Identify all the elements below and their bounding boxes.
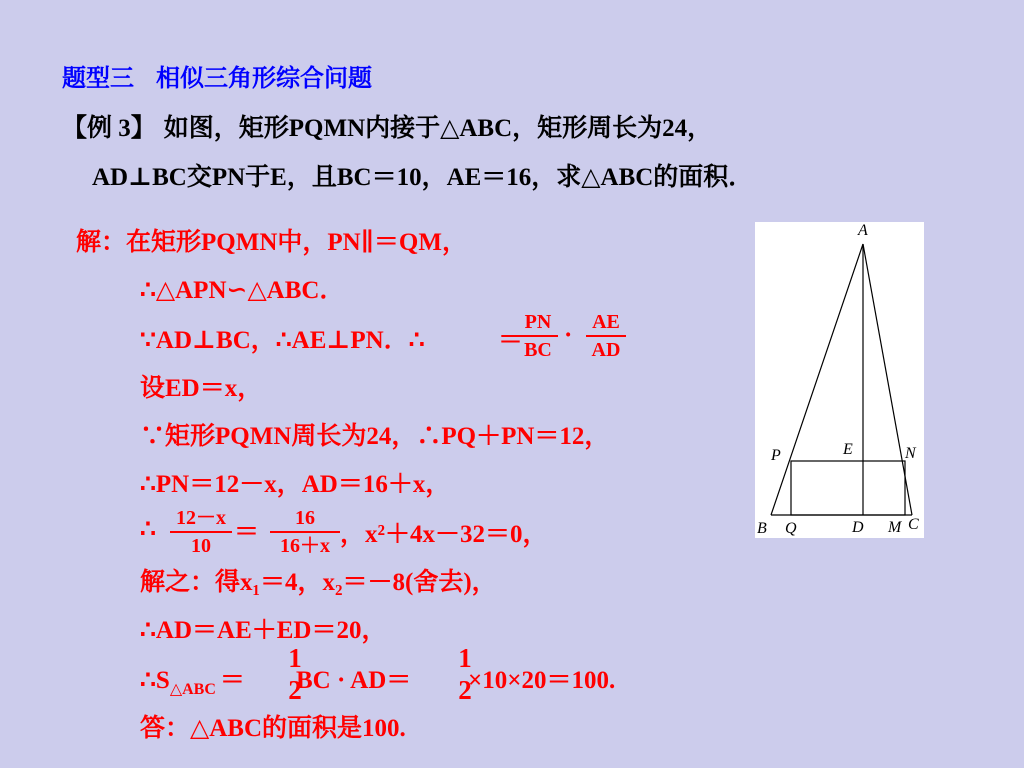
solution-line-10-result: ×10×20＝100. xyxy=(468,667,616,694)
section-title-part1: 题型三 xyxy=(62,64,134,92)
fraction-bar xyxy=(170,531,232,533)
fraction-numerator: PN xyxy=(524,311,552,333)
solution-line-9: ∴AD＝AE＋ED＝20， xyxy=(140,617,387,644)
multiply-dot: · xyxy=(564,322,573,349)
label-c: C xyxy=(908,516,919,533)
fraction-denominator: 2 xyxy=(458,675,472,705)
fraction-denominator: 2 xyxy=(288,675,302,705)
problem-text: 如图，矩形PQMN内接于△ABC，矩形周长为24， xyxy=(163,115,713,142)
problem-line-1 xyxy=(62,108,712,144)
label-p: P xyxy=(771,447,781,464)
problem-line-2: AD⊥BC交PN于E，且BC＝10，AE＝16，求△ABC的面积． xyxy=(92,164,754,191)
fraction-numerator: 12－x xyxy=(176,507,226,529)
section-title xyxy=(62,58,372,93)
fraction-bar xyxy=(586,335,626,337)
rectangle-pqmn xyxy=(791,461,905,515)
label-n: N xyxy=(905,445,916,462)
label-m: M xyxy=(888,519,902,536)
solution-answer: 答：△ABC的面积是100. xyxy=(140,715,406,742)
solution-line-8: 解之：得x₁＝4，x₂＝－8(舍去)， xyxy=(140,569,497,596)
triangle-figure xyxy=(755,222,924,538)
area-subscript: △ABC xyxy=(169,681,216,698)
label-a: A xyxy=(858,222,868,239)
solution-line-5: ∵矩形PQMN周长为24，∴PQ＋PN＝12， xyxy=(140,423,610,450)
solution-line-3: ∵AD⊥BC，∴AE⊥PN．∴ xyxy=(140,327,425,354)
fraction-16-over-16-plus-x xyxy=(270,506,340,558)
fraction-pn-bc xyxy=(518,310,558,362)
fraction-denominator: AD xyxy=(591,339,621,361)
label-e: E xyxy=(843,441,853,458)
side-ab xyxy=(771,244,863,515)
fraction-denominator: 10 xyxy=(191,535,211,557)
solution-line-7-prefix: ∴ xyxy=(140,516,156,543)
solution-line-4: 设ED＝x， xyxy=(140,375,263,402)
fraction-numerator: 1 xyxy=(288,643,302,673)
fraction-numerator: AE xyxy=(592,311,620,333)
solution-line-10-middle: BC · AD＝ xyxy=(296,667,412,694)
solution-line-1: 解：在矩形PQMN中，PN∥＝QM， xyxy=(76,229,467,256)
fraction-12-minus-x-over-10 xyxy=(170,506,232,558)
fraction-numerator: 16 xyxy=(295,507,315,529)
fraction-denominator: BC xyxy=(524,339,552,361)
triangle-diagram xyxy=(755,222,924,538)
solution-line-3-equals: ＝ xyxy=(498,327,524,354)
section-title-part2: 相似三角形综合问题 xyxy=(156,64,372,92)
solution-line-7-equals: ＝ xyxy=(234,519,260,546)
label-b: B xyxy=(757,520,767,537)
fraction-numerator: 1 xyxy=(458,643,472,673)
label-q: Q xyxy=(785,520,797,537)
solution-line-2: ∴△APN∽△ABC． xyxy=(140,277,345,304)
label-d: D xyxy=(852,519,864,536)
fraction-denominator: 16＋x xyxy=(280,535,330,557)
area-symbol: ∴S xyxy=(140,667,170,694)
solution-line-10 xyxy=(140,660,245,699)
solution-line-6: ∴PN＝12－x，AD＝16＋x， xyxy=(140,471,451,498)
problem-tag: 【例 3】 xyxy=(62,115,156,142)
fraction-ae-ad xyxy=(586,310,626,362)
fraction-bar xyxy=(518,335,558,337)
solution-line-7-equation: ，x²＋4x－32＝0， xyxy=(340,521,548,548)
fraction-bar xyxy=(270,531,340,533)
area-equals: ＝ xyxy=(219,667,245,694)
